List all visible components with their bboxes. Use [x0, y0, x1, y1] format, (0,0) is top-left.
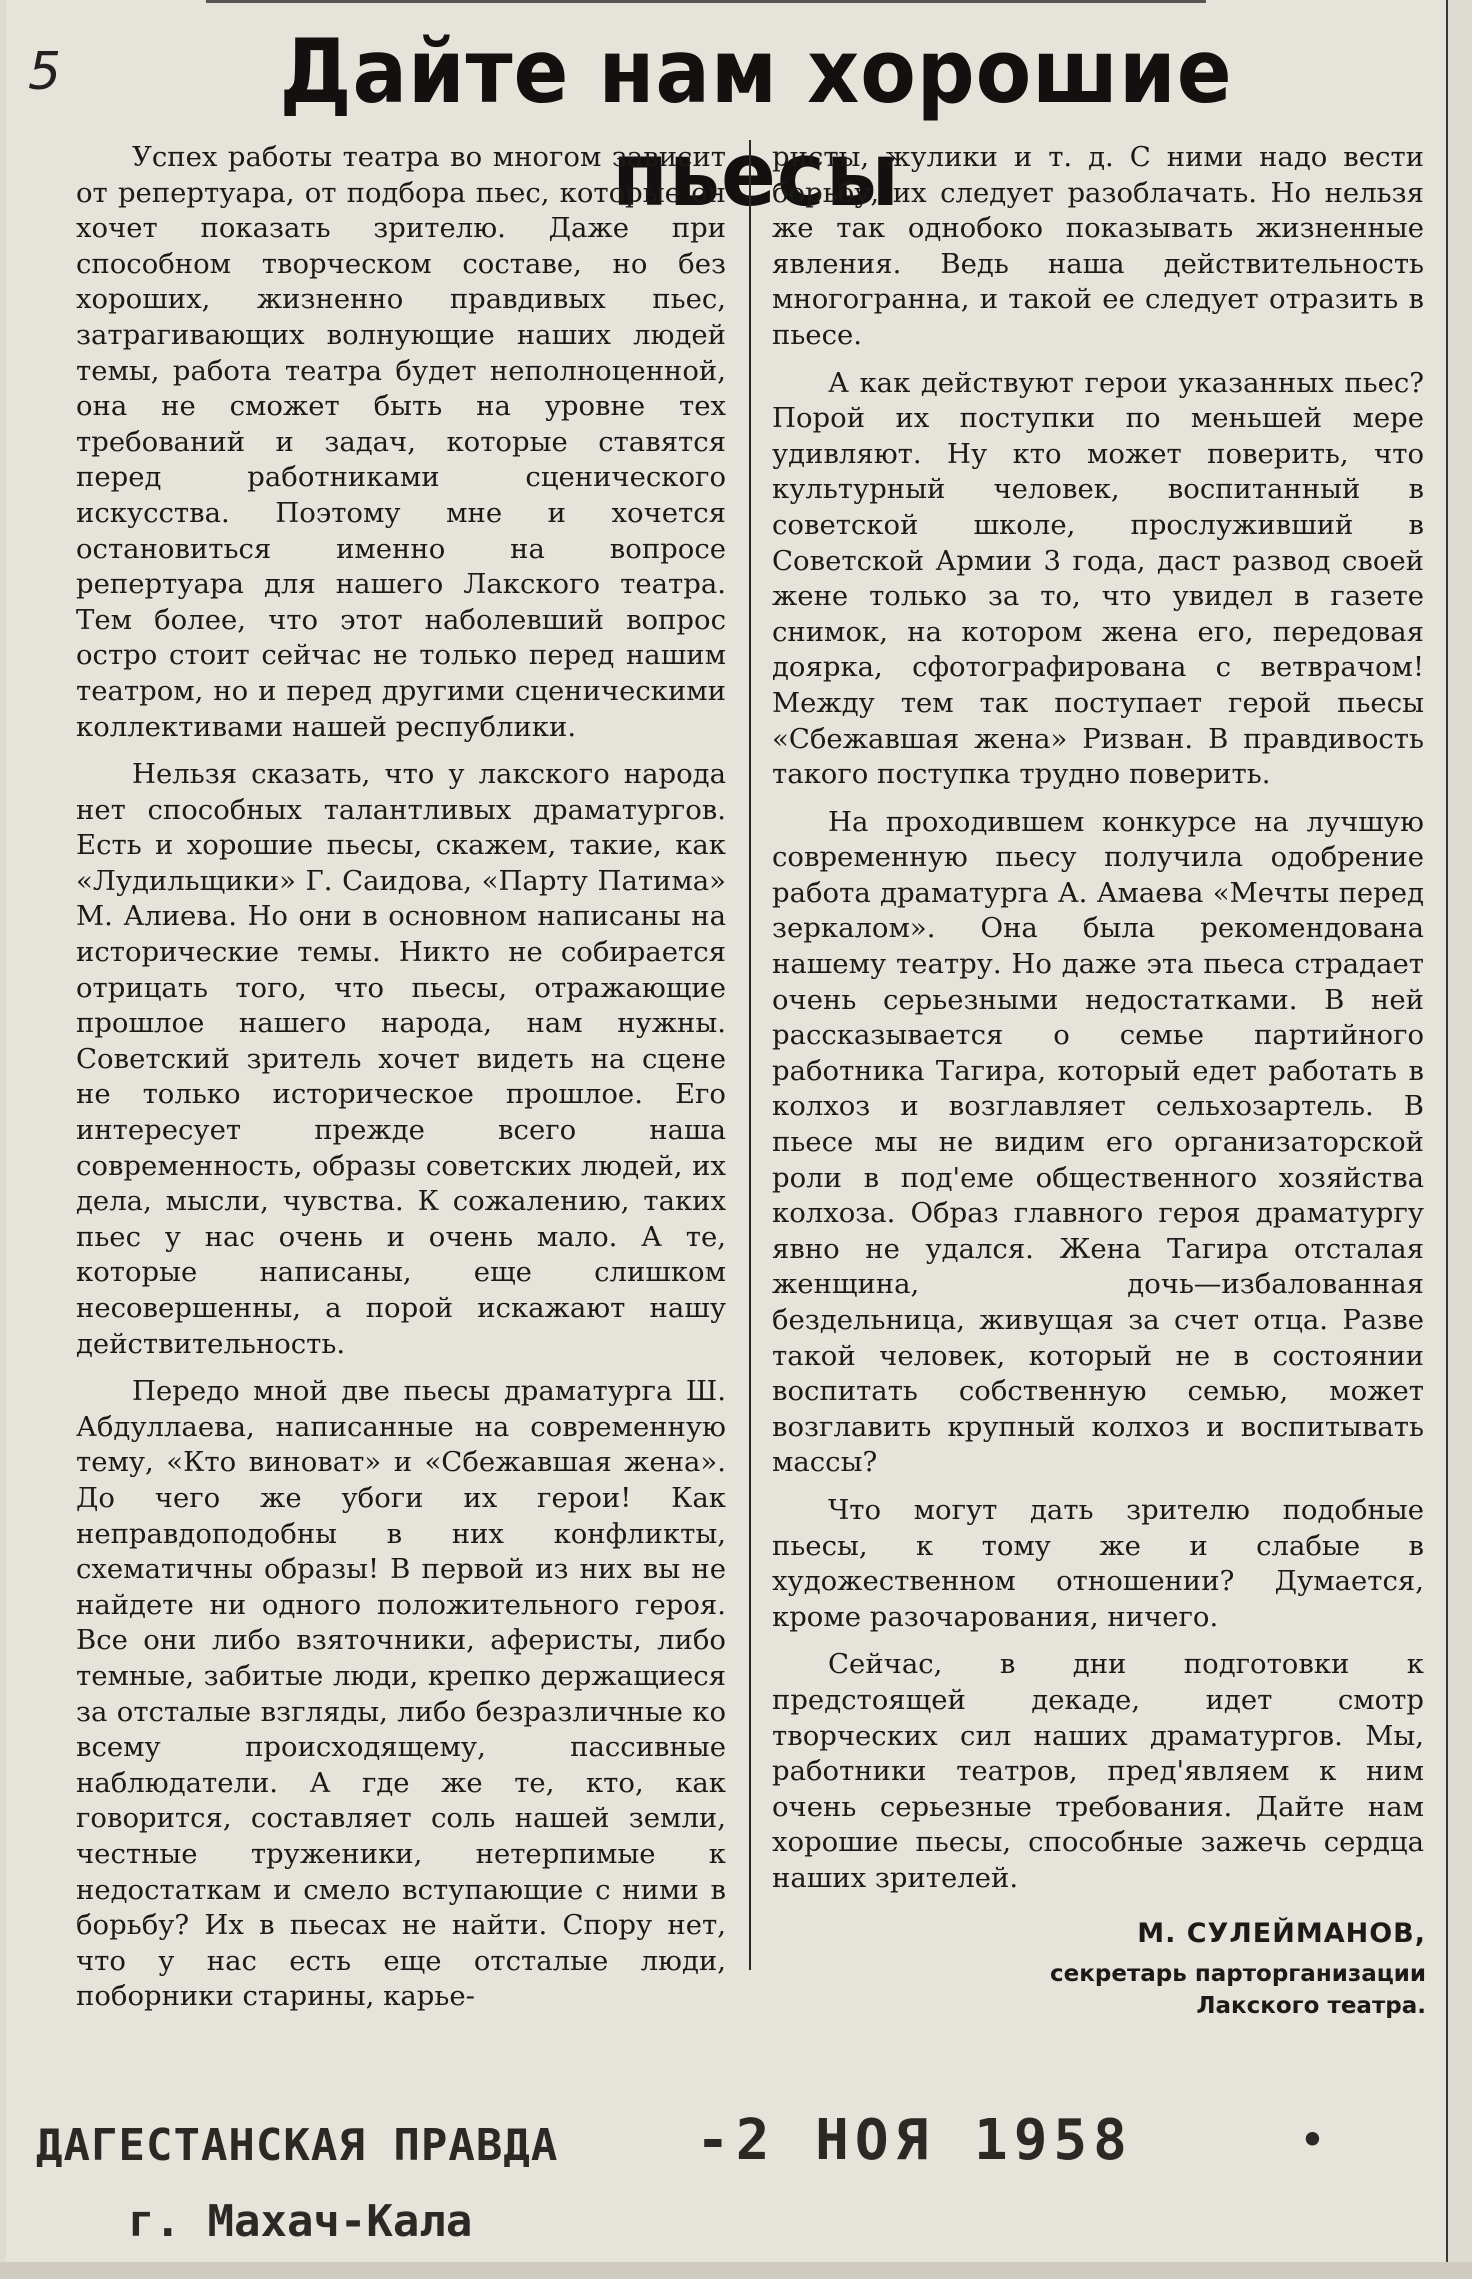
handwritten-number: 5 [28, 42, 62, 102]
author-role-line: Лакского театра. [1196, 1993, 1426, 2019]
paragraph: Передо мной две пьесы драматурга Ш. Абдуллаева, написанные на современную тему, «Кто виноват» и «Сбежавшая жена». До чего же убоги их герои! Как неправдоподобны в них конфликты, схематичны образы! В первой из них вы не найдете ни одного положительного героя. Все они либо взяточники, аферисты, либо темные, забитые люди, крепко держащиеся за отсталые взгляды, либо безразличные ко всему происходящему, пассивные наблюдатели. А где же те, кто, как говорится, составляет соль нашей земли, честные труженики, нетерпимые к недостаткам и смело вступающие с ними в борьбу? Их в пьесах не найти. Спору нет, что у нас есть еще отсталые люди, поборники старины, карье- [76, 1375, 726, 2013]
stamp-mark: • [1301, 2118, 1324, 2162]
date-stamp: -2 НОЯ 1958 [696, 2108, 1133, 2173]
city-stamp: г. Махач-Кала [128, 2196, 473, 2247]
newspaper-clipping [6, 0, 1448, 2279]
article-left-column [76, 140, 726, 2027]
scan-bottom-edge [0, 2262, 1472, 2279]
article-headline: Дайте нам хорошие пьесы [279, 20, 1233, 226]
paragraph: Что могут дать зрителю подобные пьесы, к тому же и слабые в художественном отношении? Думается, кроме разочарования, ничего. [772, 1493, 1424, 1633]
author-name: М. СУЛЕЙМАНОВ, [1137, 1918, 1426, 1949]
column-divider [749, 140, 751, 1970]
paragraph: Сейчас, в дни подготовки к предстоящей декаде, идет смотр творческих сил наших драматургов. Мы, работники театров, пред'являем к ним очень серьезные требования. Дайте нам хорошие пьесы, способные зажечь сердца наших зрителей. [772, 1648, 1424, 1894]
newspaper-stamp: ДАГЕСТАНСКАЯ ПРАВДА [36, 2120, 559, 2171]
paragraph: Нельзя сказать, что у лакского народа нет способных талантливых драматургов. Есть и хорошие пьесы, скажем, такие, как «Лудильщики» Г. Саидова, «Парту Патима» М. Алиева. Но они в основном написаны на исторические темы. Никто не собирается отрицать того, что пьесы, отражающие прошлое нашего народа, нам нужны. Советский зритель хочет видеть на сцене не только историческое прошлое. Его интересует прежде всего наша современность, образы советских людей, их дела, мысли, чувства. К сожалению, таких пьес у нас очень и очень мало. А те, которые написаны, еще слишком несовершенны, а порой искажают нашу действительность. [76, 758, 726, 1360]
article-right-column [772, 140, 1424, 1909]
paragraph: На проходившем конкурсе на лучшую современную пьесу получила одобрение работа драматурга А. Амаева «Мечты перед зеркалом». Она была рекомендована нашему театру. Но даже эта пьеса страдает очень серьезными недостатками. В ней рассказывается о семье партийного работника Тагира, который едет работать в колхоз и возглавляет сельхозартель. В пьесе мы не видим его организаторской роли в под'еме общественного хозяйства колхоза. Образ главного героя драматургу явно не удался. Жена Тагира отсталая женщина, дочь—избалованная бездельница, живущая за счет отца. Разве такой человек, который не в состоянии воспитать собственную семью, может возглавить крупный колхоз и воспитывать массы? [772, 805, 1424, 1479]
paragraph: А как действуют герои указанных пьес? Порой их поступки по меньшей мере удивляют. Ну кто может поверить, что культурный человек, воспитанный в советской школе, прослуживший в Советской Армии 3 года, даст развод своей жене только за то, что увидел в газете снимок, на котором жена его, передовая доярка, сфотографирована с ветврачом! Между тем так поступает герой пьесы «Сбежавшая жена» Ризван. В правдивость такого поступка трудно поверить. [772, 366, 1424, 791]
top-rule [206, 0, 1206, 9]
author-role-line: секретарь парторганизации [1050, 1961, 1426, 1987]
paragraph: ристы, жулики и т. д. С ними надо вести борьбу, их следует разоблачать. Но нельзя же так однобоко показывать жизненные явления. Ведь наша действительность многогранна, и такой ее следует отразить в пьесе. [772, 141, 1424, 351]
paragraph: Успех работы театра во многом зависит от репертуара, от подбора пьес, которые он хочет показать зрителю. Даже при способном творческом составе, но без хороших, жизненно правдивых пьес, затрагивающих волнующие наших людей темы, работа театра будет неполноценной, она не сможет быть на уровне тех требований и задач, которые ставятся перед работниками сценического искусства. Поэтому мне и хочется остановиться именно на вопросе репертуара для нашего Лакского театра. Тем более, что этот наболевший вопрос остро стоит сейчас не только перед нашим театром, но и перед другими сценическими коллективами нашей республики. [76, 141, 726, 743]
author-role [966, 1958, 1426, 2022]
